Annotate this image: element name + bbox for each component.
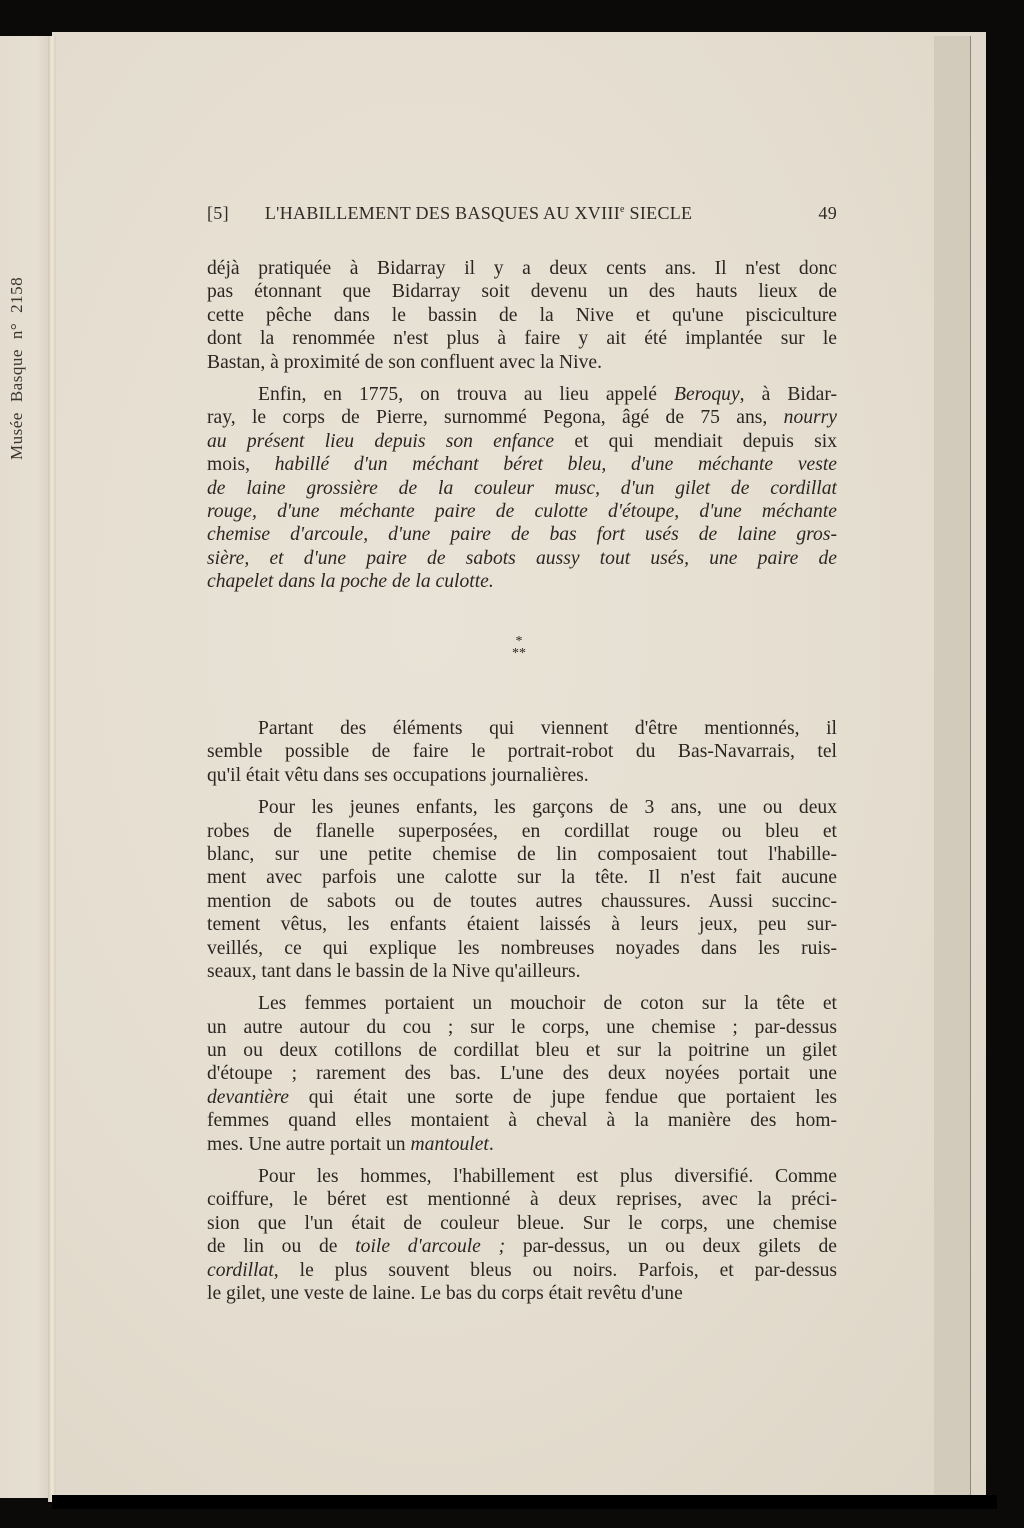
italic-text: devantière	[207, 1086, 289, 1108]
text-run: seaux, tant dans le bassin de la Nive qu'ailleurs.	[207, 960, 581, 982]
running-title-end: SIECLE	[624, 203, 693, 223]
text-run: femmes quand elles montaient à cheval à la manière des hom-	[207, 1110, 837, 1132]
text-line	[207, 764, 837, 787]
text-run: mes. Une autre portait un	[207, 1133, 411, 1155]
text-line	[207, 1086, 837, 1109]
running-title-main: L'HABILLEMENT DES BASQUES AU XVIII	[264, 203, 620, 223]
text-run: veillés, ce qui explique les nombreuses noyades dans les ruis-	[207, 937, 837, 959]
italic-text: cordillat	[207, 1259, 274, 1281]
section-number: [5]	[207, 203, 229, 223]
text-run: ray, le corps de Pierre, surnommé Pegona, âgé de 75 ans,	[207, 407, 784, 429]
text-run: mention de sabots ou de toutes autres chaussures. Aussi succinc-	[207, 890, 837, 912]
text-run: qu'il était vêtu dans ses occupations journalières.	[207, 764, 589, 786]
book-spine	[48, 36, 56, 1502]
text-line	[207, 327, 837, 350]
page-stack-edges	[960, 36, 996, 1498]
text-run: Partant des éléments qui viennent d'être mentionnés, il	[258, 718, 837, 739]
text-line	[207, 1212, 837, 1235]
text-run: un ou deux cotillons de cordillat bleu et sur la poitrine un gilet	[207, 1040, 837, 1062]
text-line	[207, 1016, 837, 1039]
text-line	[207, 913, 837, 936]
text-line	[207, 500, 837, 523]
text-run: par-dessus, un ou deux gilets de	[505, 1236, 837, 1258]
italic-text: toile d'arcoule ;	[355, 1236, 506, 1258]
text-run: de lin ou de	[207, 1236, 356, 1258]
page-shadow	[52, 1495, 997, 1509]
text-line	[207, 453, 837, 476]
italic-text: sière, et d'une paire de sabots aussy tout usés, une paire de	[207, 547, 837, 569]
text-run: .	[488, 1133, 494, 1155]
running-title	[265, 200, 692, 226]
text-run: le gilet, une veste de laine. Le bas du corps était revêtu d'une	[207, 1282, 683, 1304]
text-run: semble possible de faire le portrait-robot du Bas-Navarrais, tel	[207, 741, 837, 763]
stamp-word: n°	[7, 322, 26, 340]
text-line	[207, 477, 837, 500]
stamp-word: 2158	[7, 276, 26, 313]
text-line	[207, 257, 837, 280]
text-line	[207, 890, 837, 913]
italic-text: habillé d'un méchant béret bleu, d'une méchante veste	[274, 454, 837, 476]
text-line	[207, 740, 837, 763]
italic-text: mantoulet	[410, 1133, 489, 1155]
text-line	[207, 820, 837, 843]
text-run: robes de flanelle superposées, en cordillat rouge ou bleu et	[207, 820, 837, 842]
text-run: Enfin, en 1775, on trouva au lieu appelé	[258, 383, 674, 405]
text-run: , le plus souvent bleus ou noirs. Parfois, et par-dessus	[273, 1259, 837, 1281]
text-block-lower	[207, 717, 837, 1305]
text-run: coiffure, le béret est mentionné à deux reprises, avec la préci-	[207, 1189, 837, 1211]
stamp-word: Musée	[7, 412, 26, 460]
text-line	[207, 1039, 837, 1062]
text-block-upper	[207, 257, 837, 593]
asterism-divider	[499, 636, 539, 660]
text-run: ment avec parfois une calotte sur la tête. Il n'est fait aucune	[207, 867, 837, 889]
text-line	[207, 796, 837, 819]
text-run: qui était une sorte de jupe fendue que portaient les	[288, 1086, 837, 1108]
text-run: tement vêtus, les enfants étaient laissés à leurs jeux, peu sur-	[207, 914, 837, 936]
text-line	[207, 1165, 837, 1188]
text-run: Pour les hommes, l'habillement est plus diversifié. Comme	[258, 1166, 837, 1188]
page-edge	[934, 36, 963, 1498]
text-line	[207, 351, 837, 374]
text-run: Bastan, à proximité de son confluent avec la Nive.	[207, 351, 603, 373]
paragraph	[207, 992, 837, 1156]
italic-text: au présent lieu depuis son enfance	[207, 430, 555, 452]
text-line	[207, 1188, 837, 1211]
text-line	[207, 960, 837, 983]
text-run: , à Bidar-	[739, 383, 837, 405]
stamp-word: Basque	[7, 349, 26, 403]
text-line	[207, 280, 837, 303]
italic-text: nourry	[783, 407, 837, 429]
text-line	[207, 1109, 837, 1132]
left-page-edge	[0, 36, 52, 1498]
italic-text: de laine grossière de la couleur musc, d'un gilet de cordillat	[207, 477, 837, 499]
text-run: et qui mendiait depuis six	[554, 430, 837, 452]
running-title-superscript: e	[620, 204, 625, 215]
text-run: d'étoupe ; rarement des bas. L'une des deux noyées portait une	[207, 1063, 837, 1085]
italic-text: chemise d'arcoule, d'une paire de bas fort usés de laine gros-	[207, 524, 837, 546]
text-run: sion que l'un était de couleur bleue. Sur le corps, une chemise	[207, 1212, 837, 1234]
running-head	[207, 200, 837, 226]
text-line	[207, 523, 837, 546]
italic-text: Beroquy	[673, 383, 740, 405]
text-line	[207, 1235, 837, 1258]
paragraph	[207, 257, 837, 374]
page-number: 49	[818, 203, 837, 223]
text-line	[207, 430, 837, 453]
text-run: un autre autour du cou ; sur le corps, une chemise ; par-dessus	[207, 1016, 837, 1038]
text-line	[207, 1062, 837, 1085]
text-line	[207, 717, 837, 740]
text-run: Les femmes portaient un mouchoir de coton sur la tête et	[258, 993, 837, 1015]
paragraph	[207, 1165, 837, 1305]
text-line	[207, 1282, 837, 1305]
asterism-bottom: **	[512, 646, 526, 661]
asterism-top: *	[515, 634, 523, 649]
text-line	[207, 1133, 837, 1156]
paragraph	[207, 796, 837, 983]
text-run: déjà pratiquée à Bidarray il y a deux cents ans. Il n'est donc	[207, 258, 837, 279]
paragraph	[207, 383, 837, 594]
museum-stamp	[6, 267, 28, 460]
text-line	[207, 866, 837, 889]
text-run: mois,	[207, 454, 275, 476]
text-line	[207, 570, 837, 593]
text-line	[207, 992, 837, 1015]
text-line	[207, 383, 837, 406]
paragraph	[207, 717, 837, 787]
text-line	[207, 406, 837, 429]
text-line	[207, 547, 837, 570]
text-run: Pour les jeunes enfants, les garçons de 3 ans, une ou deux	[258, 797, 837, 819]
text-line	[207, 937, 837, 960]
text-line	[207, 1259, 837, 1282]
text-run: blanc, sur une petite chemise de lin composaient tout l'habille-	[207, 843, 837, 865]
text-run: cette pêche dans le bassin de la Nive et qu'une pisciculture	[207, 304, 837, 326]
text-run: pas étonnant que Bidarray soit devenu un des hauts lieux de	[207, 281, 837, 303]
text-line	[207, 843, 837, 866]
italic-text: chapelet dans la poche de la culotte.	[207, 571, 494, 593]
page-edge	[966, 36, 971, 1498]
italic-text: rouge, d'une méchante paire de culotte d'étoupe, d'une méchante	[207, 500, 837, 522]
text-run: dont la renommée n'est plus à faire y ait été implantée sur le	[207, 328, 837, 350]
text-line	[207, 304, 837, 327]
